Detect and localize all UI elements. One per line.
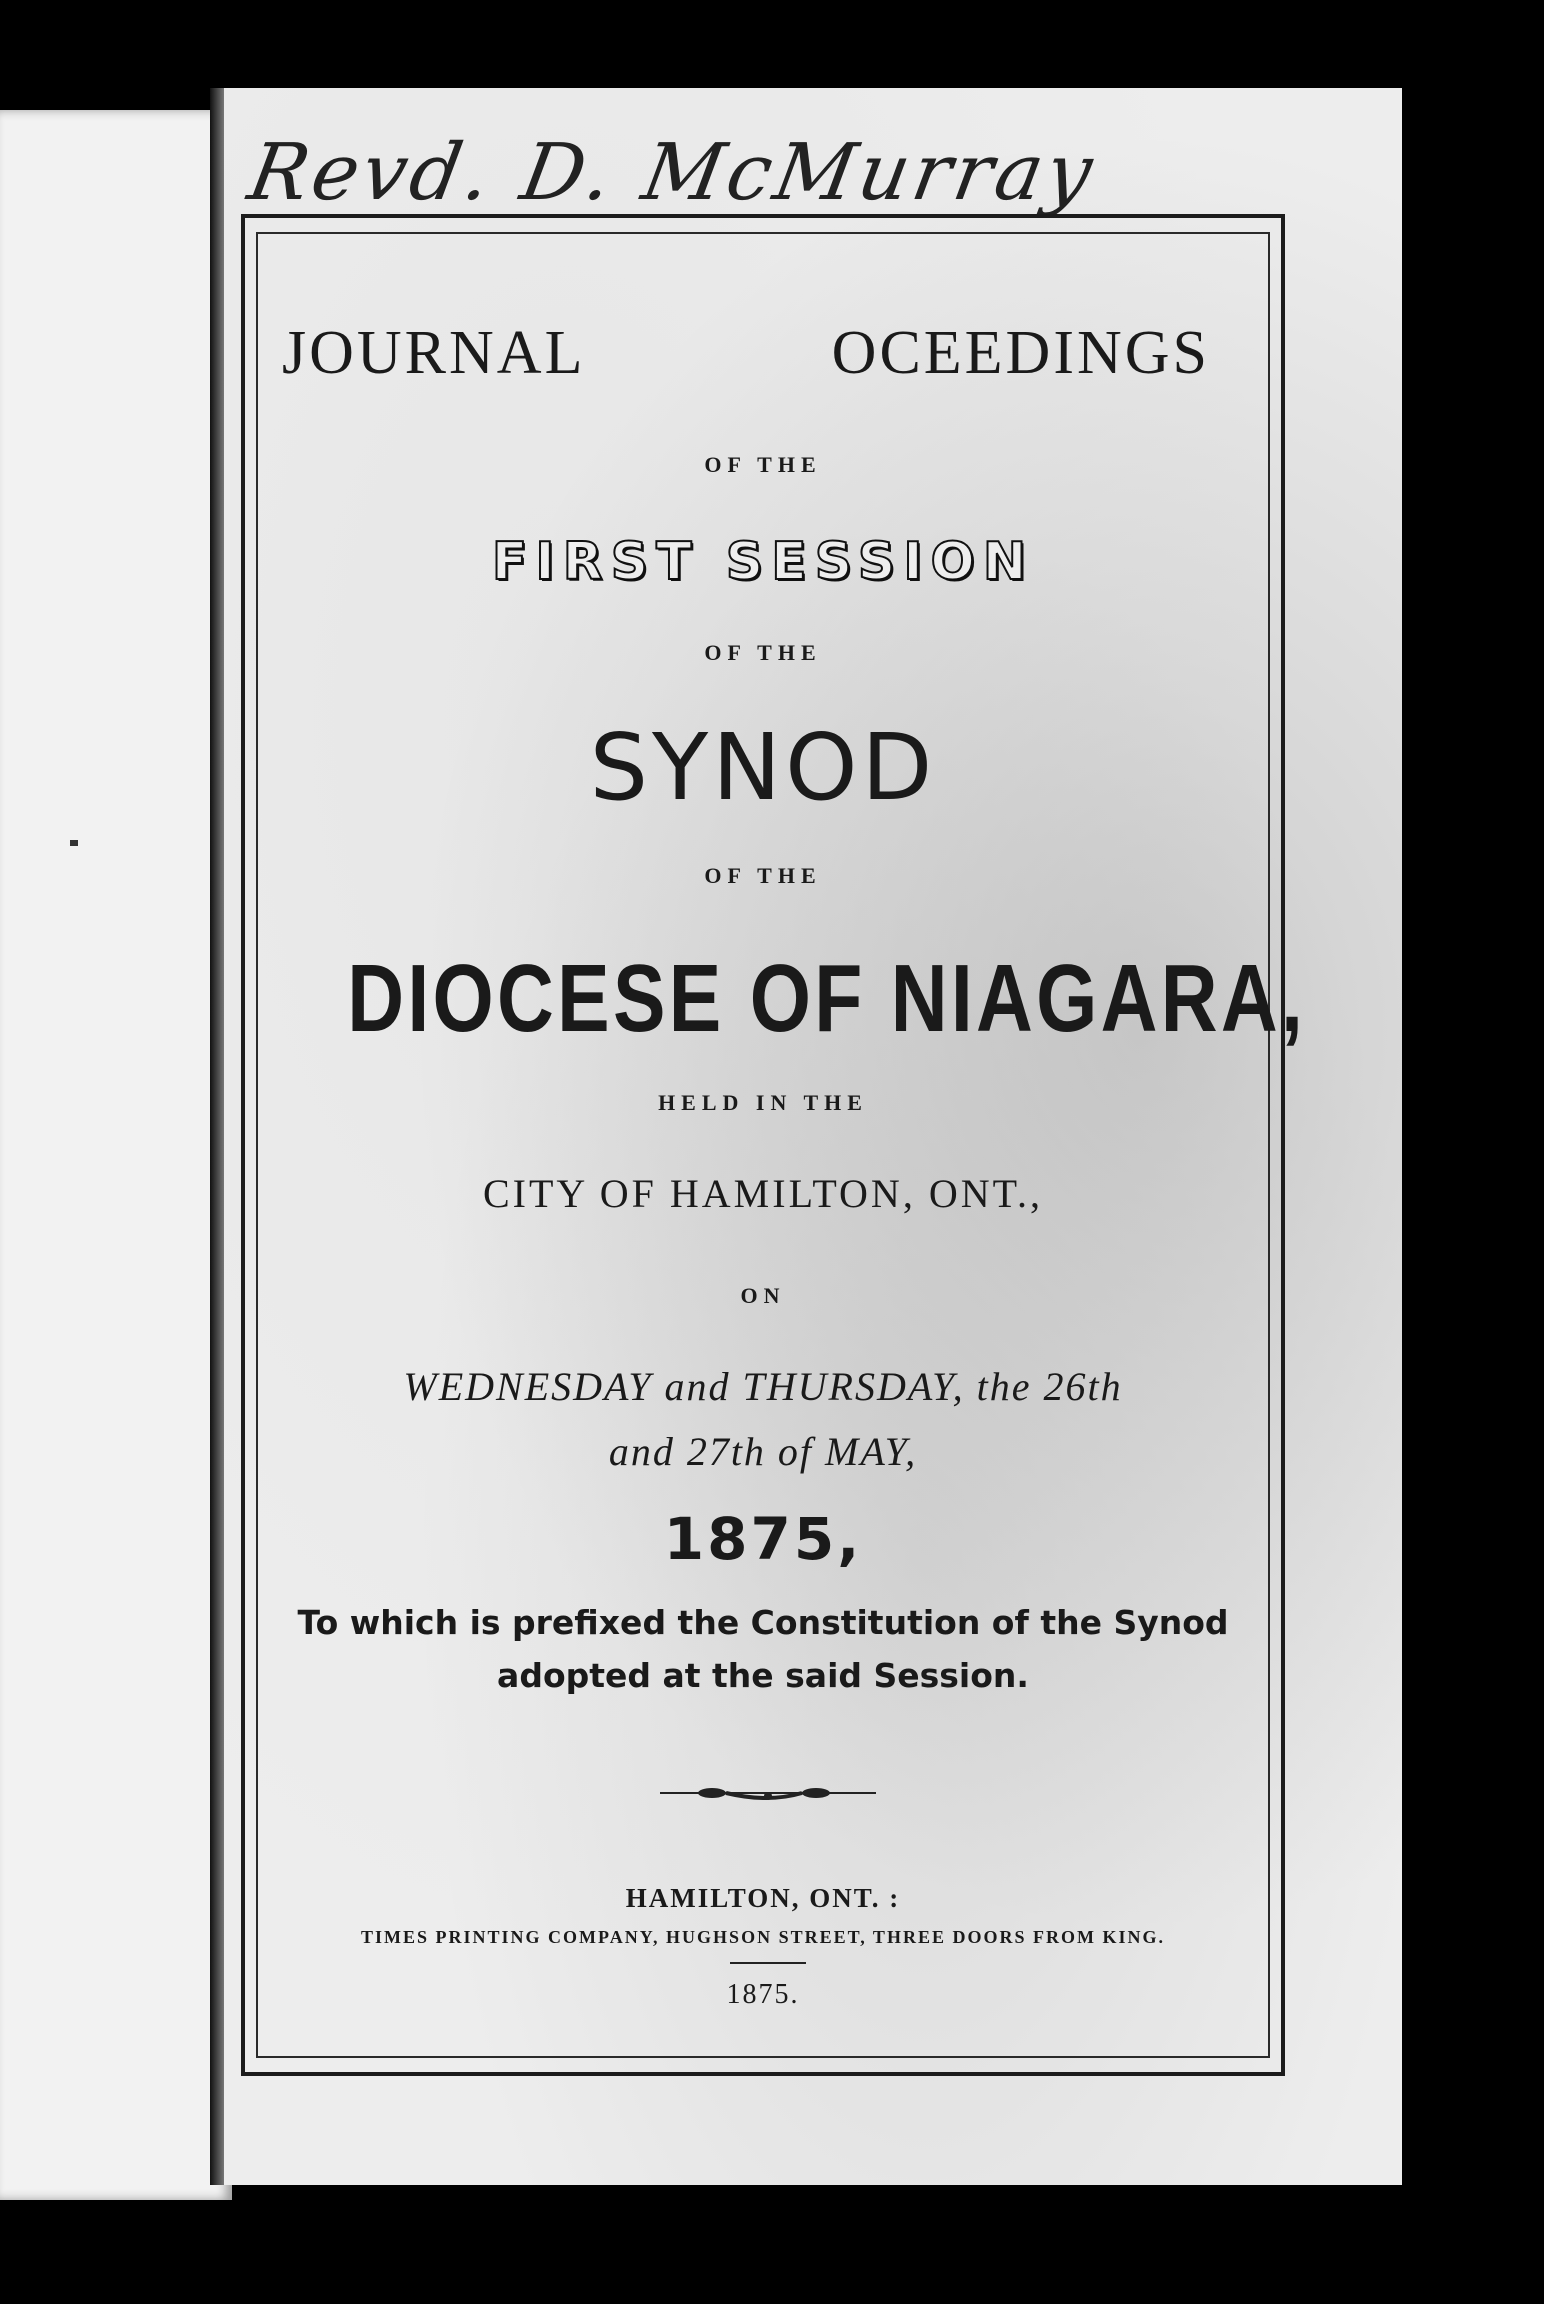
year-heading: 1875,: [663, 1505, 863, 1573]
handwritten-signature: Revd. D. McMurray: [242, 128, 1103, 218]
dates-line-1: WEDNESDAY and THURSDAY, the 26th: [403, 1364, 1123, 1409]
held-in: HELD IN THE: [658, 1090, 868, 1115]
on-line: ON: [740, 1283, 786, 1308]
page-gutter: [210, 88, 224, 2185]
left-page: [0, 110, 232, 2200]
imprint-rule: [730, 1962, 806, 1964]
of-the-1: OF THE: [704, 452, 822, 477]
synod-heading: SYNOD: [589, 714, 937, 821]
ornament-divider: [640, 1781, 896, 1805]
prefix-line-1: To which is prefixed the Constitution of the Synod: [297, 1603, 1229, 1642]
diocese-heading: DIOCESE OF NIAGARA,: [347, 945, 1307, 1052]
of-the-2: OF THE: [704, 640, 822, 665]
dates-line-2: and 27th of MAY,: [608, 1429, 918, 1474]
title-part2: OCEEDINGS: [831, 319, 1210, 387]
city-line: CITY OF HAMILTON, ONT.,: [482, 1171, 1044, 1216]
imprint-city: HAMILTON, ONT. :: [625, 1883, 901, 1913]
speck-mark: [70, 840, 78, 846]
of-the-3: OF THE: [704, 863, 822, 888]
title-part1: JOURNAL: [282, 319, 586, 387]
imprint-year: 1875.: [726, 1979, 800, 2010]
imprint-printer: TIMES PRINTING COMPANY, HUGHSON STREET, THREE DOORS FROM KING.: [361, 1927, 1165, 1947]
first-session: FIRST SESSION: [491, 532, 1035, 592]
prefix-line-2: adopted at the said Session.: [497, 1656, 1029, 1695]
